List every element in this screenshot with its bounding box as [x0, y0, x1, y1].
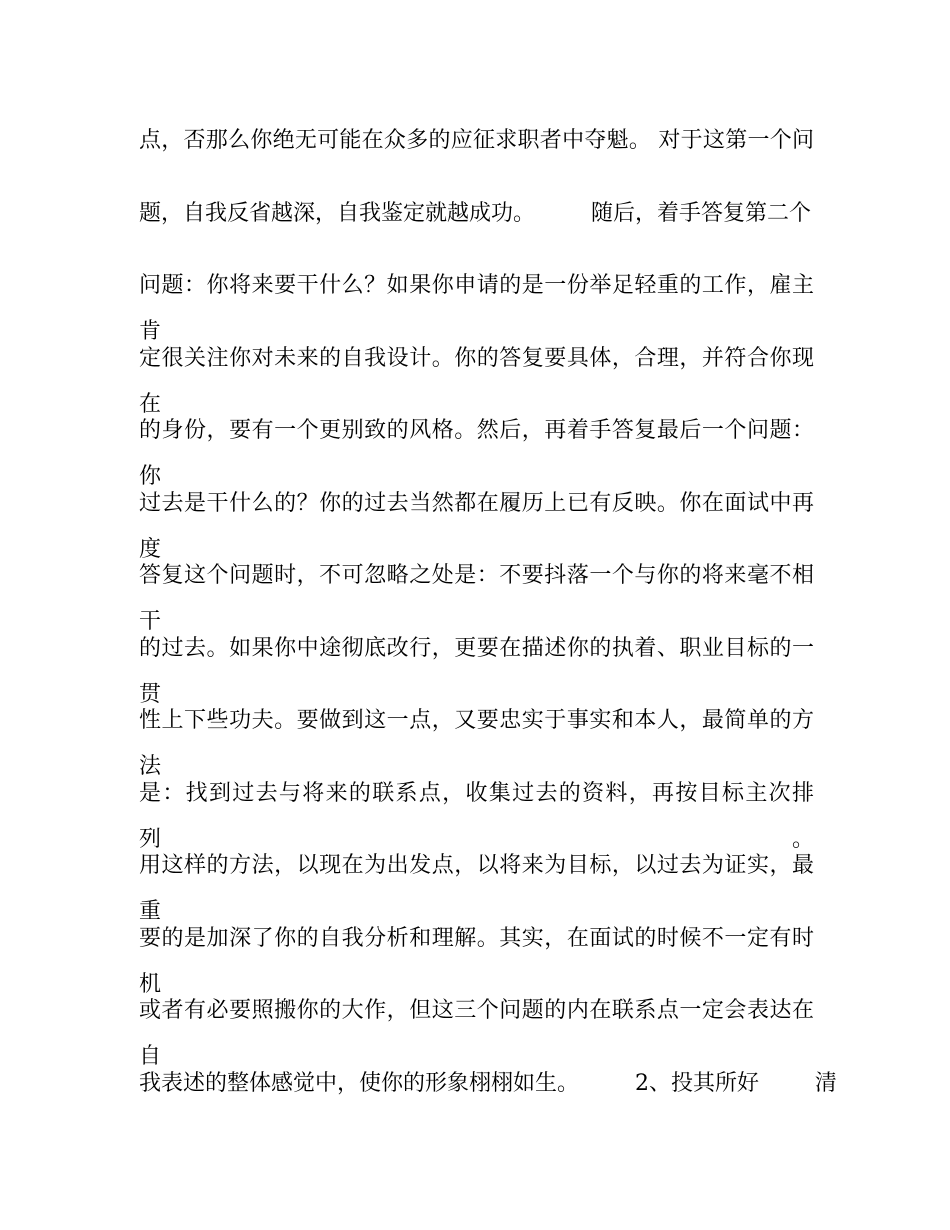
text-line: 题，自我反省越深，自我鉴定就越成功。 随后，着手答复第二个: [139, 200, 811, 226]
text-line: 的过去。如果你中途彻底改行，更要在描述你的执着、职业目标的一贯: [139, 635, 814, 707]
text-line: 过去是干什么的？你的过去当然都在履历上已有反映。你在面试中再度: [139, 490, 814, 562]
text-line: 性上下些功夫。要做到这一点，又要忠实于事实和本人，最简单的方法: [139, 708, 814, 779]
text-line: 问题：你将来要干什么？如果你申请的是一份举足轻重的工作，雇主肯: [139, 273, 814, 344]
text-line: 是：找到过去与将来的联系点，收集过去的资料，再按目标主次排列。: [139, 780, 814, 852]
body-text: [139, 118, 837, 1133]
text-line: 定很关注你对未来的自我设计。你的答复要具体，合理，并符合你现在: [139, 345, 814, 417]
text-line: 的身份，要有一个更别致的风格。然后，再着手答复最后一个问题：你: [139, 418, 814, 489]
text-line: 我表述的整体感觉中，使你的形象栩栩如生。 2、投其所好 清: [139, 1070, 837, 1096]
text-line: 或者有必要照搬你的大作，但这三个问题的内在联系点一定会表达在自: [139, 998, 814, 1069]
text-line: 答复这个问题时，不可忽略之处是：不要抖落一个与你的将来毫不相干: [139, 563, 814, 634]
text-line: 用这样的方法，以现在为出发点，以将来为目标，以过去为证实，最重: [139, 853, 814, 924]
text-line: 点，否那么你绝无可能在众多的应征求职者中夺魁。 对于这第一个问: [139, 128, 814, 153]
text-line: 要的是加深了你的自我分析和理解。其实，在面试的时候不一定有时机: [139, 925, 814, 997]
